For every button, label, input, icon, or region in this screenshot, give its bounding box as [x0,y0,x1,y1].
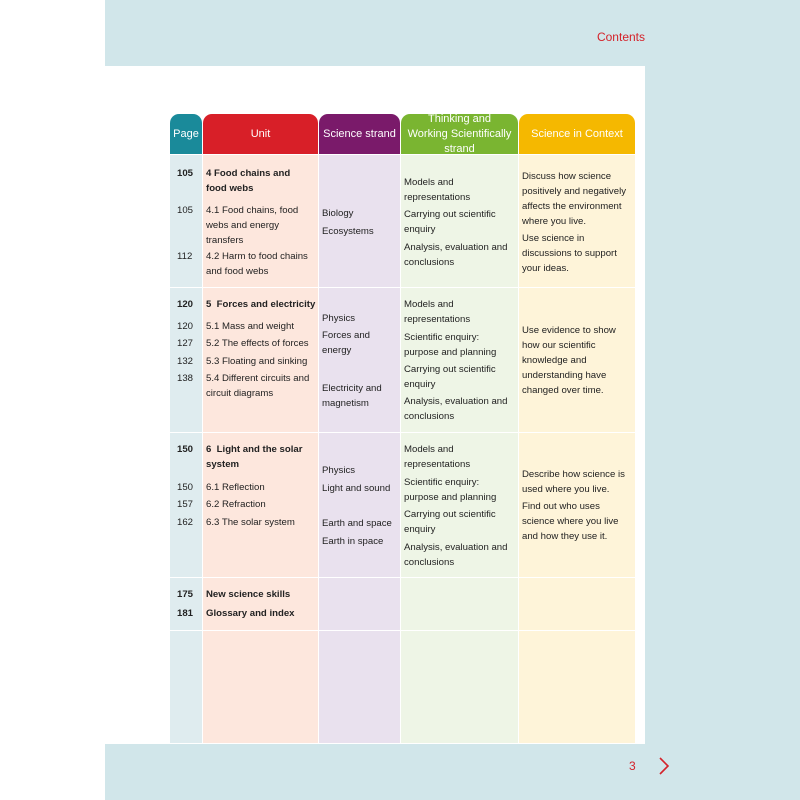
thinking-item: Scientific enquiry: purpose and planning [404,332,497,358]
unit-title: New science skills [206,589,291,600]
header-unit [203,114,318,154]
page-number-cell: 120 [177,321,194,332]
unit-title: 4 Food chains and food webs [206,168,291,194]
thinking-item: Analysis, evaluation and conclusions [404,542,508,568]
strand-item: Biology [322,208,354,219]
strand-item: Ecosystems [322,226,374,237]
page-number-cell: 132 [177,356,194,367]
strand-item: Physics [322,313,356,324]
context-item: Discuss how science positively and negatively affects the environment where you live. [522,171,626,227]
header-context-label: Science in Context [531,127,623,140]
strand-item: Earth and space [322,518,392,529]
header-strand-label: Science strand [323,127,396,140]
row-divider [170,432,635,433]
thinking-item: Carrying out scientific enquiry [404,509,496,535]
unit-lesson: 4.1 Food chains, food webs and energy transfers [206,205,299,246]
thinking-item: Analysis, evaluation and conclusions [404,242,508,268]
unit-lesson: 5.4 Different circuits and circuit diagrams [206,373,310,399]
header-strand [319,114,400,154]
page-number-cell: 120 [177,299,194,310]
page-number-cell: 112 [177,251,193,262]
unit-lesson: 6.3 The solar system [206,517,295,528]
page-number-cell: 150 [177,444,194,455]
page-title: Contents [596,30,645,44]
strand-item: Electricity and magnetism [322,383,382,409]
row-divider [170,287,635,288]
thinking-item: Carrying out scientific enquiry [404,364,496,390]
unit-lesson: 5.1 Mass and weight [206,321,294,332]
page-number: 3 [629,759,636,773]
strand-item: Light and sound [322,483,391,494]
unit-lesson: 5.2 The effects of forces [206,338,309,349]
strand-item: Physics [322,465,356,476]
context-item: Use science in discussions to support your ideas. [522,233,617,274]
row-divider [170,577,635,578]
thinking-item: Models and representations [404,444,471,470]
thinking-item: Models and representations [404,299,471,325]
unit-title: Glossary and index [206,608,295,619]
row-divider [170,630,635,631]
context-item: Describe how science is used where you live. [522,469,625,495]
unit-title: 5 Forces and electricity [206,299,316,310]
page-number-cell: 181 [177,608,194,619]
unit-lesson: 4.2 Harm to food chains and food webs [206,251,308,277]
page-number-cell: 105 [177,205,194,216]
page-number-cell: 138 [177,373,194,384]
header-page-label: Page [173,127,199,140]
context-item: Use evidence to show how our scientific knowledge and understanding have changed over time. [522,325,616,396]
thinking-item: Analysis, evaluation and conclusions [404,396,508,422]
unit-title: 6 Light and the solar system [206,444,306,470]
header-thinking [401,114,518,154]
context-item: Find out who uses science where you live and how they use it. [522,501,619,542]
strand-item: Earth in space [322,536,384,547]
strand-item: Forces and energy [322,330,370,356]
strand-column [319,155,400,743]
page-number-cell: 127 [177,338,194,349]
unit-lesson: 6.2 Refraction [206,499,266,510]
header-unit-label: Unit [250,127,271,140]
header-context [519,114,635,154]
page-number-cell: 157 [177,499,194,510]
header-thinking-label: Thinking and Working Scientifically strand [407,112,512,155]
thinking-item: Carrying out scientific enquiry [404,209,496,235]
page-number-cell: 162 [177,517,194,528]
header-page [170,114,202,154]
page-number-cell: 175 [177,589,194,600]
unit-lesson: 5.3 Floating and sinking [206,356,308,367]
chevron-right-icon[interactable] [657,757,671,775]
thinking-item: Models and representations [404,177,471,203]
page-number-cell: 150 [177,482,194,493]
unit-lesson: 6.1 Reflection [206,482,265,493]
thinking-item: Scientific enquiry: purpose and planning [404,477,497,503]
page-number-cell: 105 [177,168,194,179]
